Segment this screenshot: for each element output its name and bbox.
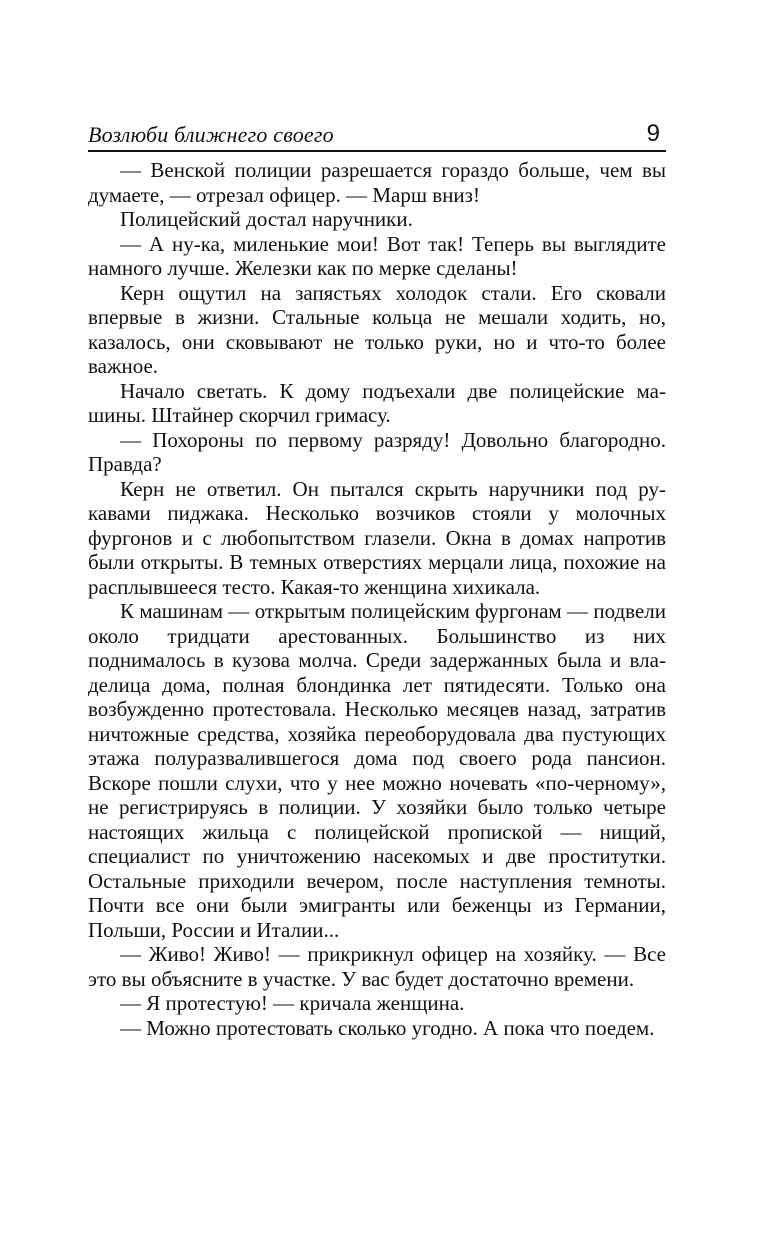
- paragraph: — А ну-ка, миленькие мои! Вот так! Теперь вы выглядите намного лучше. Железки как по мерке сделаны!: [88, 231, 666, 280]
- page-number: 9: [646, 120, 660, 147]
- paragraph: Полицейский достал наручники.: [120, 207, 413, 231]
- body-text: [88, 158, 666, 1040]
- paragraph: — Похороны по первому разряду! Довольно благородно. Правда?: [88, 427, 666, 476]
- paragraph: — Живо! Живо! — прикрикнул офицер на хозяйку. — Все это вы объясните в участке. У вас будет достаточно времени.: [88, 942, 666, 991]
- paragraph: Керн ощутил на запястьях холодок стали. Его сковали впервые в жизни. Стальные кольца не мешали ходить, но, казалось, они сковывают не только руки, но и что-то более важное.: [88, 280, 666, 378]
- paragraph: К машинам — открытым полицейским фургонам — подвели около тридцати арестованных. Большинство из них поднималось в кузова молча. Среди задержанных была и владелица дома, полная блондинка лет пятидесяти. Только она возбужденно протестовала. Несколько месяцев назад, затратив ничтожные средства, хозяйка переоборудовала два пустующих этажа полуразвалившегося дома под своего рода пансион. Вскоре пошли слухи, что у нее можно ночевать «по-черному», не регистрируясь в полиции. У хозяйки было только четыре настоящих жильца с полицейской пропиской — нищий, специалист по уничтожению насекомых и две проститутки. Остальные приходили вечером, после наступления темноты. Почти все они были эмигранты или беженцы из Германии, Польши, России и Италии...: [88, 599, 666, 942]
- running-header: [88, 114, 666, 152]
- paragraph: — Я протестую! — кричала женщина.: [120, 991, 465, 1015]
- running-title: Возлюби ближнего своего: [88, 122, 334, 147]
- paragraph: — Венской полиции разрешается гораздо больше, чем вы думаете, — отрезал офицер. — Марш вниз!: [88, 158, 666, 207]
- paragraph: Керн не ответил. Он пытался скрыть наручники под рукавами пиджака. Несколько возчиков стояли у молочных фургонов и с любопытством глазели. Окна в домах напротив были открыты. В темных отверстиях мерцали лица, похожие на расплывшееся тесто. Какая-то женщина хихикала.: [88, 476, 666, 599]
- paragraph: — Можно протестовать сколько угодно. А пока что поедем.: [120, 1015, 655, 1040]
- book-page: [88, 114, 666, 1040]
- paragraph: Начало светать. К дому подъехали две полицейские машины. Штайнер скорчил гримасу.: [88, 378, 666, 427]
